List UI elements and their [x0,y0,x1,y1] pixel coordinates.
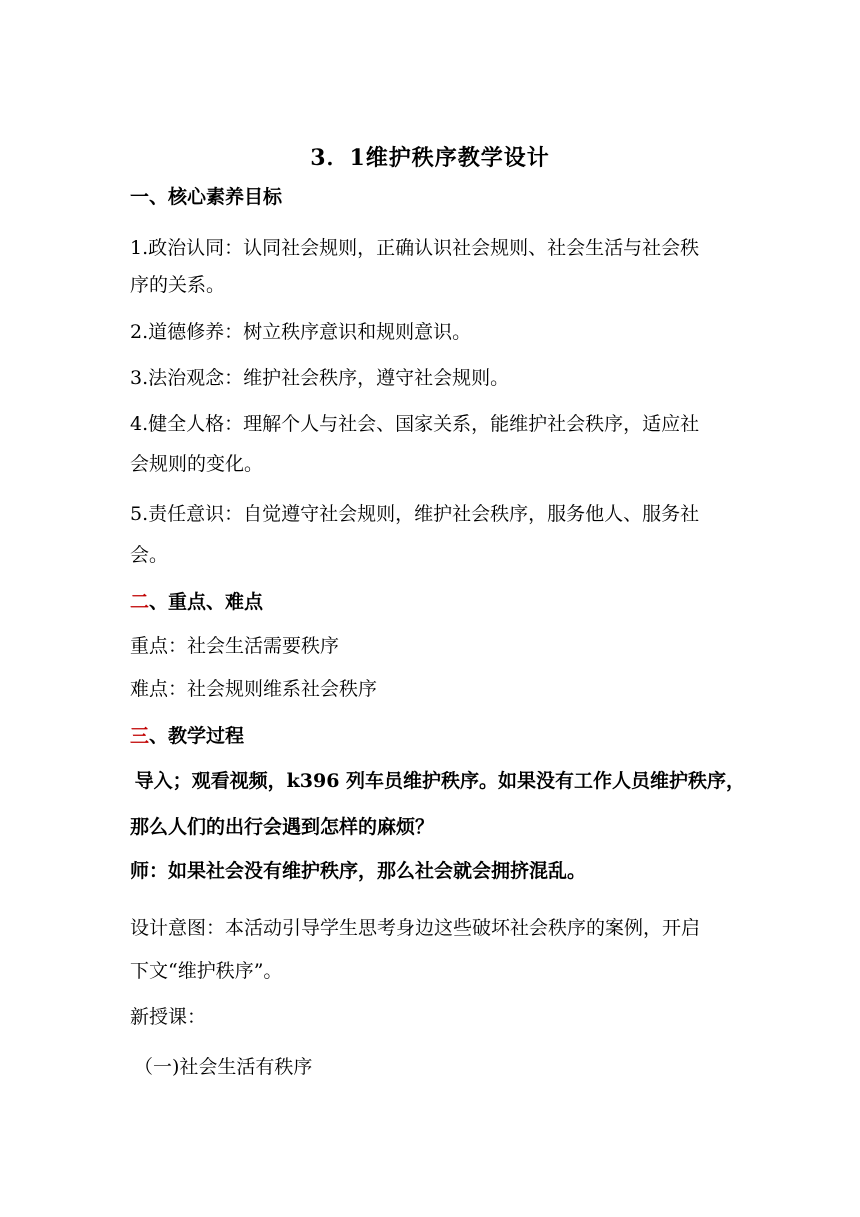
section-heading-text: 、教学过程 [149,725,245,747]
goal-1-line-1: 1.政治认同：认同社会规则，正确认识社会规则、社会生活与社会秩 [130,237,700,259]
page-title: 3．1维护秩序教学设计 [310,145,550,171]
intro-line-2: 那么人们的出行会遇到怎样的麻烦？ [130,816,435,838]
section-heading-goals: 一、核心素养目标 [130,186,283,208]
difficult-point: 难点：社会规则维系社会秩序 [130,678,378,700]
goal-1-line-2: 序的关系。 [130,274,226,296]
section-number: 二 [130,591,150,613]
teacher-remark: 师：如果社会没有维护秩序，那么社会就会拥挤混乱。 [130,860,587,882]
design-intent-line-2: 下文“维护秩序”。 [130,960,283,982]
goal-4-line-2: 会规则的变化。 [130,453,264,475]
new-lesson-label: 新授课： [130,1006,207,1028]
section-heading-process [130,724,244,748]
goal-2: 2.道德修养：树立秩序意识和规则意识。 [130,321,472,343]
subsection-1: （一)社会生活有秩序 [134,1056,313,1078]
intro-line-1: 导入；观看视频，k396 列车员维护秩序。如果没有工作人员维护秩序， [128,770,746,792]
goal-3: 3.法治观念：维护社会秩序，遵守社会规则。 [130,367,510,389]
section-heading-key-points [130,590,263,614]
key-point: 重点：社会生活需要秩序 [130,635,340,657]
goal-5-line-2: 会。 [130,544,169,566]
design-intent-line-1: 设计意图：本活动引导学生思考身边这些破坏社会秩序的案例，开启 [130,917,701,939]
goal-5-line-1: 5.责任意识：自觉遵守社会规则，维护社会秩序，服务他人、服务社 [130,503,700,525]
goal-4-line-1: 4.健全人格：理解个人与社会、国家关系，能维护社会秩序，适应社 [130,413,700,435]
section-heading-text: 、重点、难点 [149,591,264,613]
section-number: 三 [130,725,150,747]
